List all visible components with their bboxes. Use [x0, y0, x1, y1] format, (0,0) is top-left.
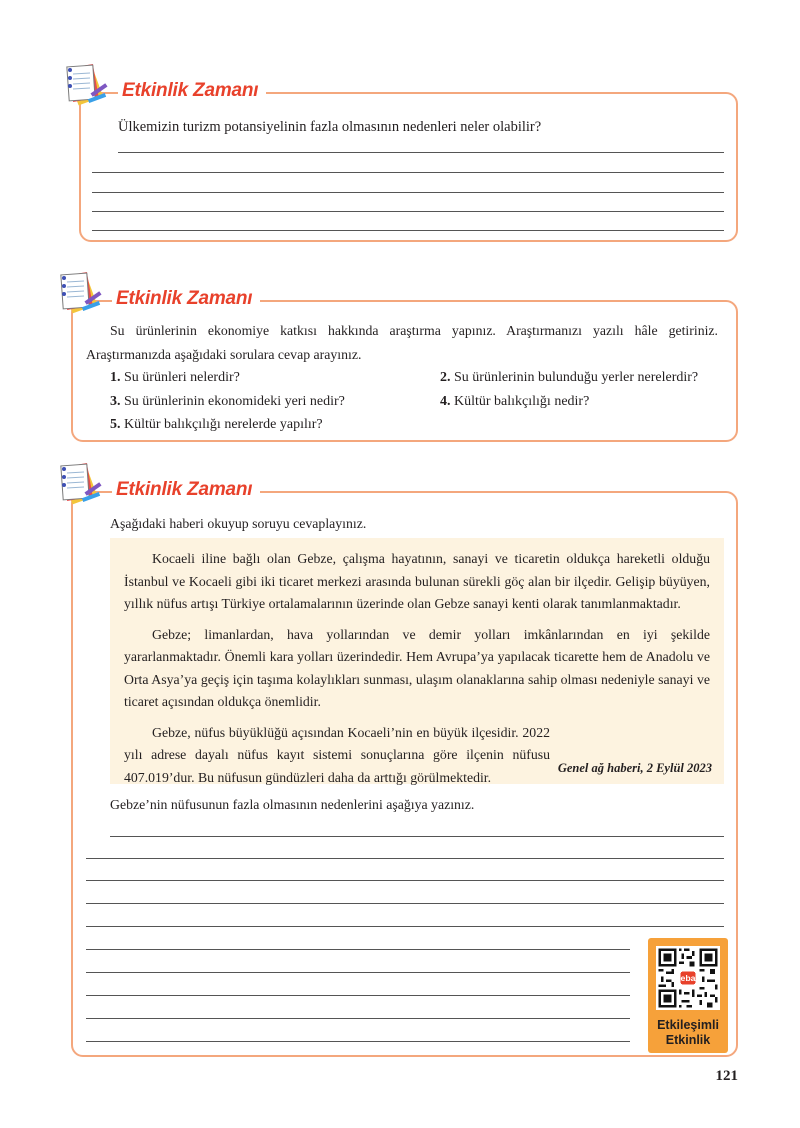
writing-line[interactable] [86, 926, 724, 927]
activity-intro-2: Su ürünlerinin ekonomiye katkısı hakkında araştırma yapınız. Araştırmanızı yazılı hâle getiriniz. Araştırmanızda aşağıdaki sorulara cevap arayınız. [86, 323, 718, 362]
writing-line[interactable] [86, 972, 630, 973]
activity-question-1: Ülkemizin turizm potansiyelinin fazla olmasının nedenleri neler olabilir? [118, 119, 542, 135]
writing-line[interactable] [118, 152, 724, 153]
news-box [110, 538, 724, 784]
activity-title-3: Etkinlik Zamanı [112, 479, 260, 501]
activity-title-1: Etkinlik Zamanı [118, 80, 266, 102]
writing-line[interactable] [92, 230, 724, 231]
activity-question-3: Gebze’nin nüfusunun fazla olmasının nedenlerini aşağıya yazınız. [110, 797, 475, 812]
news-source: Genel ağ haberi, 2 Eylül 2023 [557, 761, 712, 775]
eba-logo: eba [680, 973, 696, 984]
list-item: 3. Su ürünlerinin ekonomideki yeri nedir? [110, 394, 345, 409]
activity-title-2: Etkinlik Zamanı [112, 288, 260, 310]
writing-line[interactable] [86, 858, 724, 859]
qr-label-line1: Etkileşimli [657, 1018, 719, 1032]
page-number: 121 [715, 1068, 738, 1084]
writing-line[interactable] [92, 211, 724, 212]
list-item: 5. Kültür balıkçılığı nerelerde yapılır? [110, 417, 323, 432]
list-item: 4. Kültür balıkçılığı nedir? [440, 394, 590, 409]
notebook-pencil-icon [56, 457, 106, 513]
list-item: 2. Su ürünlerinin bulunduğu yerler nerelerdir? [440, 370, 699, 385]
list-item: 1. Su ürünleri nelerdir? [110, 370, 240, 385]
news-paragraph-2: Gebze; limanlardan, hava yollarından ve demir yolları imkânlarından en iyi şekilde yararlanmaktadır. Önemli kara yolları üzerindedir. Hem Avrupa’ya yapılacak ticarette hem de Anadolu ve Orta Asya’ya geçiş için taşıma kolaylıkları sunması, ulaşım olanaklarına sahip olması nedeniyle sanayi ve ticaret açısından oldukça önemlidir. [124, 626, 710, 709]
writing-line[interactable] [86, 1041, 630, 1042]
title-rule-3 [272, 491, 692, 493]
activity-box-1 [79, 92, 738, 242]
writing-line[interactable] [86, 1018, 630, 1019]
news-paragraph-3: Gebze, nüfus büyüklüğü açısından Kocaeli’nin en büyük ilçesidir. 2022 yılı adrese dayalı nüfus kayıt sistemi sonuçlarına göre ilçenin nüfusu 407.019’dur. Bu nüfusun gündüzleri daha da arttığı görülmektedir. [124, 724, 550, 785]
writing-line[interactable] [110, 836, 724, 837]
writing-line[interactable] [86, 995, 630, 996]
writing-line[interactable] [86, 949, 630, 950]
activity-intro-3: Aşağıdaki haberi okuyup soruyu cevaplayınız. [110, 516, 367, 531]
notebook-pencil-icon [62, 58, 112, 114]
title-rule-2 [272, 300, 692, 302]
writing-line[interactable] [92, 172, 724, 173]
writing-line[interactable] [86, 880, 724, 881]
qr-code-icon[interactable] [656, 946, 720, 1010]
writing-line[interactable] [86, 903, 724, 904]
notebook-pencil-icon [56, 266, 106, 322]
title-rule-1 [280, 92, 680, 94]
writing-line[interactable] [92, 192, 724, 193]
news-paragraph-1: Kocaeli iline bağlı olan Gebze, çalışma hayatının, sanayi ve ticaretin oldukça hareketli olduğu İstanbul ve Kocaeli gibi iki ticaret merkezi arasında bulunan sürekli göç alan bir ilçedir. Gelişip büyüyen, yıllık nüfus artışı Türkiye ortalamalarının üzerinde olan Gebze sanayi kenti olarak tanımlanmaktadır. [124, 551, 710, 611]
interactive-activity-qr[interactable] [648, 938, 728, 1053]
qr-label-line2: Etkinlik [665, 1033, 711, 1047]
